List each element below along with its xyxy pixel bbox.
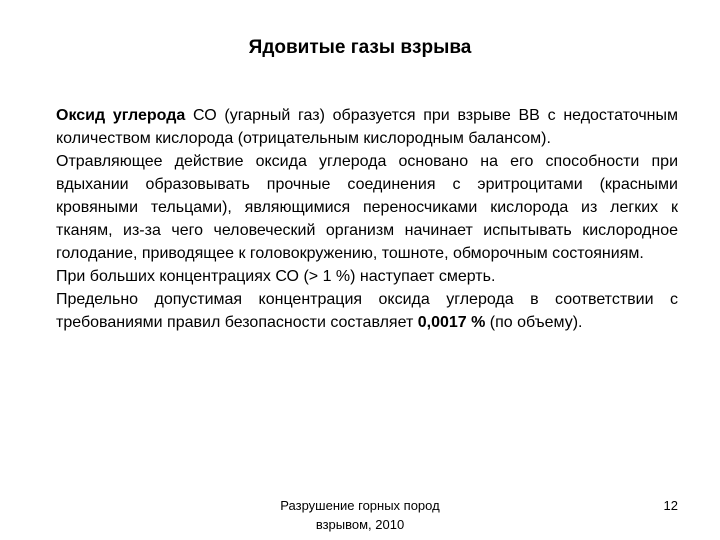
paragraph-carbon-monoxide-formation: [56, 104, 678, 150]
permissible-concentration-value: 0,0017 %: [417, 314, 486, 331]
term-carbon-monoxide: Оксид углерода: [56, 107, 186, 124]
paragraph-1-text: СО (угарный газ) образуется при взрыве ВВ с недостаточным количеством кислорода (отрицательным кислородным балансом).: [56, 107, 678, 147]
slide-body: [56, 104, 678, 334]
paragraph-toxic-effect: Отравляющее действие оксида углерода основано на его способности при вдыхании образовывать прочные соединения с эритроцитами (красными кровяными тельцами), являющимися переносчиками кислорода из легких к тканям, из-за чего человеческий организм начинает испытывать кислородное голодание, приводящее к головокружению, тошноте, обморочным состояниям.: [56, 153, 678, 262]
slide-footer: [270, 496, 450, 534]
footer-line-1: Разрушение горных пород: [280, 498, 440, 513]
slide-title: Ядовитые газы взрыва: [248, 37, 472, 58]
paragraph-permissible-concentration: [56, 288, 678, 334]
footer-line-2: взрывом, 2010: [315, 517, 405, 532]
paragraph-lethal-concentration: При больших концентрациях СО (> 1 %) наступает смерть.: [56, 268, 496, 285]
page-number: 12: [663, 498, 678, 513]
paragraph-4-text-after: (по объему).: [485, 314, 583, 331]
paragraph-4-text-before: Предельно допустимая концентрация оксида углерода в соответствии с требованиями правил безопасности составляет: [56, 291, 678, 331]
